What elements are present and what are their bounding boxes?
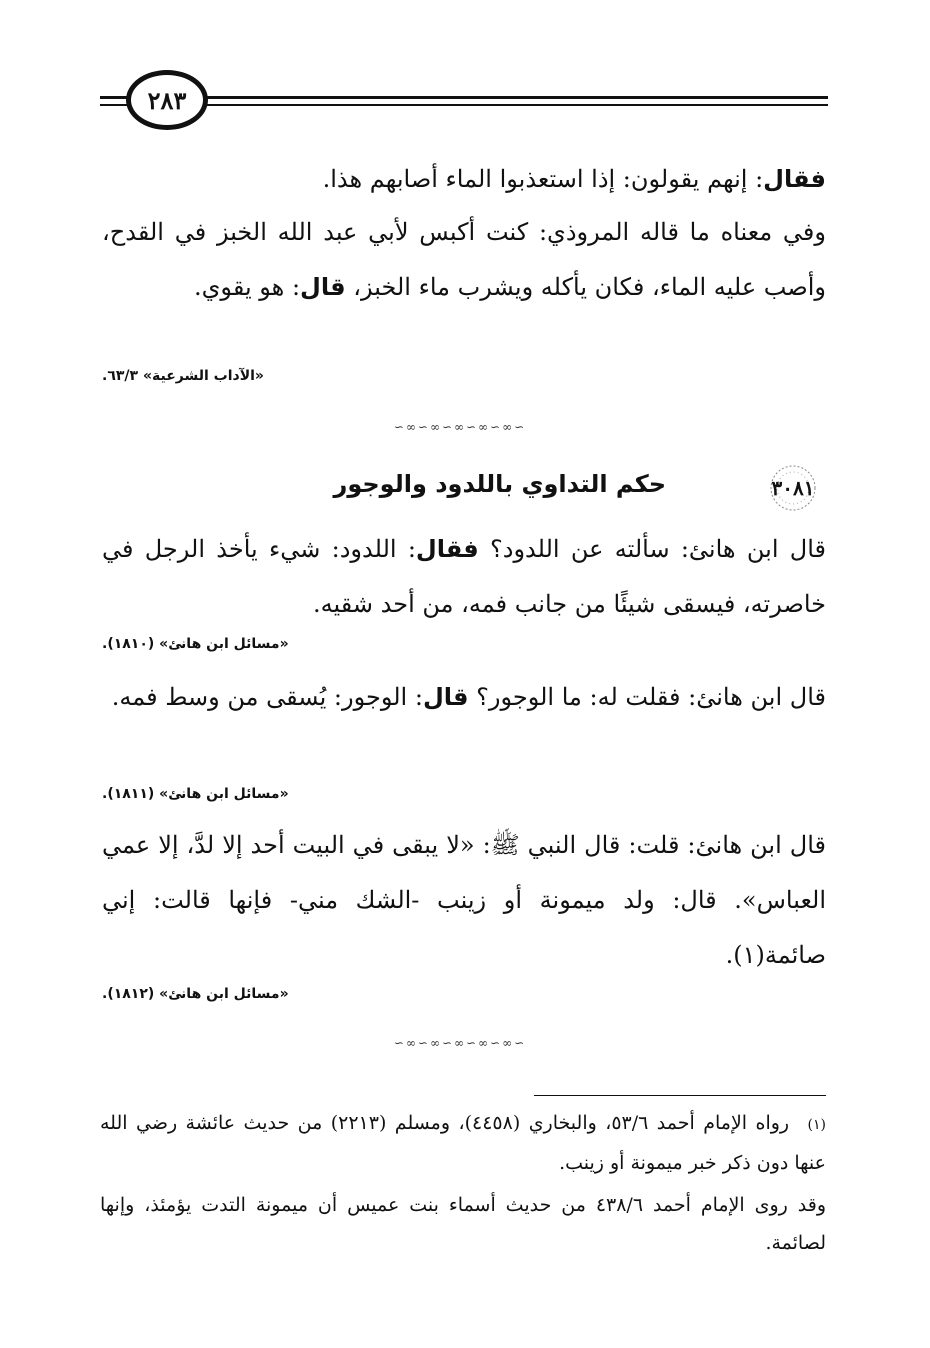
section-paragraph-1: [102, 522, 826, 632]
page-number: ٢٨٣: [126, 70, 208, 130]
para2-text-b: : الوجور: يُسقى من وسط فمه.: [111, 683, 423, 711]
keyword-qal: قال: [300, 273, 346, 301]
header-rule-thin: [100, 104, 828, 106]
reference-2: «مسائل ابن هانئ» (١٨١١).: [102, 786, 289, 802]
intro-paragraph-2: [102, 205, 826, 315]
keyword-faqal: فقال: [763, 165, 826, 193]
keyword-faqal-2: فقال: [415, 535, 479, 563]
section-title: حكم التداوي باللدود والوجور: [333, 470, 666, 498]
intro-p2-text-b: : هو يقوي.: [194, 273, 301, 301]
intro-p1-text: : إنهم يقولون: إذا استعذبوا الماء أصابهم هذا.: [322, 165, 764, 193]
section-paragraph-3: قال ابن هانئ: قلت: قال النبي ﷺ: «لا يبقى في البيت أحد إلا لدَّ، إلا عمي العباس». قال: ولد ميمونة أو زينب -الشك مني- فإنها قالت: إني صائمة(١).: [102, 831, 827, 969]
section-number-badge: [758, 462, 828, 514]
intro-p2-text-a: وفي معناه ما قاله المروذي: كنت أكبس لأبي عبد الله الخبز في القدح، وأصب عليه الماء، فكان يأكله ويشرب ماء الخبز،: [102, 218, 826, 301]
para1-text-a: قال ابن هانئ: سألته عن اللدود؟: [490, 535, 826, 563]
footnote-2: وقد روى الإمام أحمد ٤٣٨/٦ من حديث أسماء بنت عميس أن ميمونة التدت يؤمئذ، وإنها لصائمة.: [100, 1194, 826, 1254]
footnote-number: (١): [807, 1117, 826, 1133]
divider-ornament-2: ∽∞∽∞∽∞∽∞∽∞∽: [393, 1036, 527, 1050]
keyword-qal-2: قال: [422, 683, 469, 711]
footnote-line-1: رواه الإمام أحمد ٥٣/٦، والبخاري (٤٤٥٨)، ومسلم (٢٢١٣) من حديث عائشة رضي الله عنها دون ذكر خبر ميمونة أو زينب.: [100, 1112, 826, 1174]
reference-1: «مسائل ابن هانئ» (١٨١٠).: [102, 636, 289, 652]
intro-paragraph-1: [102, 152, 826, 207]
para1-text-b: : اللدود: شيء يأخذ الرجل في خاصرته، فيسقى شيئًا من جانب فمه، من أحد شقيه.: [102, 535, 826, 618]
footnote-1: [100, 1104, 826, 1182]
reference-3: «مسائل ابن هانئ» (١٨١٢).: [102, 986, 289, 1002]
section-number: ٣٠٨١: [771, 476, 815, 500]
divider-ornament-1: ∽∞∽∞∽∞∽∞∽∞∽: [393, 420, 527, 434]
footnote-separator: [534, 1095, 826, 1096]
section-paragraph-2: [102, 670, 826, 725]
header-rule-thick: [100, 96, 828, 99]
intro-reference: «الآداب الشرعية» ٦٣/٣.: [102, 368, 264, 384]
para2-text-a: قال ابن هانئ: فقلت له: ما الوجور؟: [476, 683, 826, 711]
